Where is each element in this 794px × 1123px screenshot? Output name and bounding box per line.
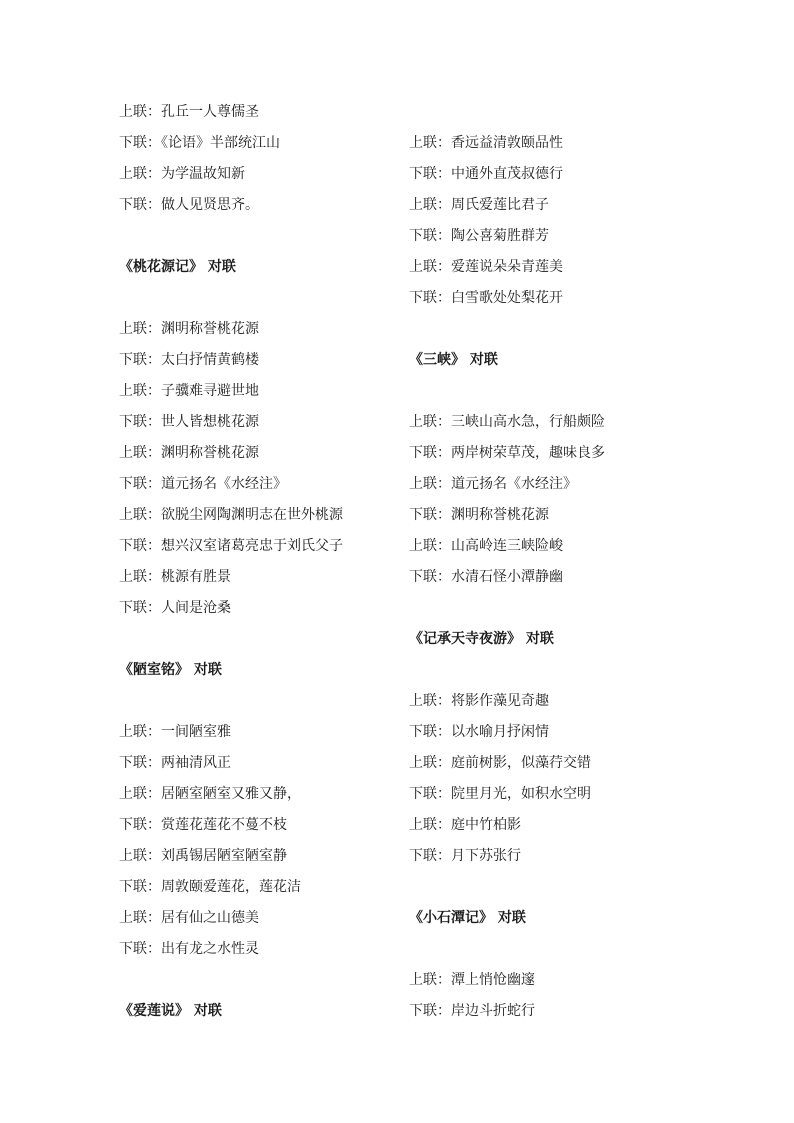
couplet-line: 上联：渊明称誉桃花源 [119,445,259,461]
couplet-line: 下联：两袖清风正 [119,755,231,771]
couplet-line: 上联：庭中竹柏影 [409,817,521,833]
couplet-line: 上联：将影作藻见奇趣 [409,693,549,709]
couplet-line: 下联：出有龙之水性灵 [119,941,259,957]
couplet-line: 上联：爱莲说朵朵青莲美 [409,259,563,275]
couplet-line: 上联：刘禹锡居陋室陋室静 [119,848,287,864]
spacer [409,314,709,345]
couplet-line: 下联：道元扬名《水经注》 [119,476,287,492]
couplet-line: 上联：香远益清敦颐品性 [409,135,563,151]
spacer [409,872,709,903]
couplet-line: 下联：渊明称誉桃花源 [409,507,549,523]
couplet-line: 上联：欲脱尘网陶渊明志在世外桃源 [119,507,343,523]
couplet-line: 上联：居陋室陋室又雅又静， [119,786,301,802]
couplet-line: 下联：世人皆想桃花源 [119,414,259,430]
spacer [409,97,709,128]
couplet-line: 下联：做人见贤思齐。 [119,197,259,213]
spacer [119,221,419,252]
couplet-line: 上联：潭上悄怆幽邃 [409,972,535,988]
spacer [119,283,419,314]
couplet-line: 下联：岸边斗折蛇行 [409,1003,535,1019]
couplet-line: 下联：《论语》半部统江山 [119,135,280,151]
spacer [409,376,709,407]
couplet-line: 上联：三峡山高水急，行船颇险 [409,414,605,430]
section-heading: 《桃花源记》 对联 [119,259,236,275]
couplet-line: 下联：两岸树荣草茂，趣味良多 [409,445,605,461]
couplet-line: 上联：居有仙之山德美 [119,910,259,926]
spacer [119,965,419,996]
couplet-line: 下联：陶公喜菊胜群芳 [409,228,549,244]
couplet-line: 下联：月下苏张行 [409,848,521,864]
couplet-line: 上联：渊明称誉桃花源 [119,321,259,337]
spacer [409,593,709,624]
couplet-line: 下联：人间是沧桑 [119,600,231,616]
section-heading: 《小石潭记》 对联 [409,910,526,926]
couplet-line: 上联：孔丘一人尊儒圣 [119,104,259,120]
couplet-line: 上联：周氏爱莲比君子 [409,197,549,213]
spacer [409,934,709,965]
couplet-line: 下联：太白抒情黄鹤楼 [119,352,259,368]
couplet-line: 下联：白雪歌处处梨花开 [409,290,563,306]
couplet-line: 上联：庭前树影，似藻荇交错 [409,755,591,771]
spacer [409,655,709,686]
couplet-line: 下联：周敦颐爱莲花，莲花洁 [119,879,301,895]
couplet-line: 上联：山高岭连三峡险峻 [409,538,563,554]
spacer [119,686,419,717]
spacer [119,624,419,655]
couplet-line: 下联：院里月光，如积水空明 [409,786,591,802]
section-heading: 《爱莲说》 对联 [119,1003,222,1019]
couplet-line: 上联：一间陋室雅 [119,724,231,740]
couplet-line: 上联：子骥难寻避世地 [119,383,259,399]
right-column [409,97,709,1027]
couplet-line: 下联：以水喻月抒闲情 [409,724,549,740]
section-heading: 《记承天寺夜游》 对联 [409,631,554,647]
couplet-line: 下联：中通外直茂叔德行 [409,166,563,182]
section-heading: 《陋室铭》 对联 [119,662,222,678]
left-column [119,97,419,1027]
couplet-line: 上联：为学温故知新 [119,166,245,182]
couplet-line: 下联：赏莲花莲花不蔓不枝 [119,817,287,833]
couplet-line: 上联：桃源有胜景 [119,569,231,585]
couplet-line: 下联：想兴汉室诸葛亮忠于刘氏父子 [119,538,343,554]
couplet-line: 上联：道元扬名《水经注》 [409,476,577,492]
section-heading: 《三峡》 对联 [409,352,498,368]
couplet-line: 下联：水清石怪小潭静幽 [409,569,563,585]
